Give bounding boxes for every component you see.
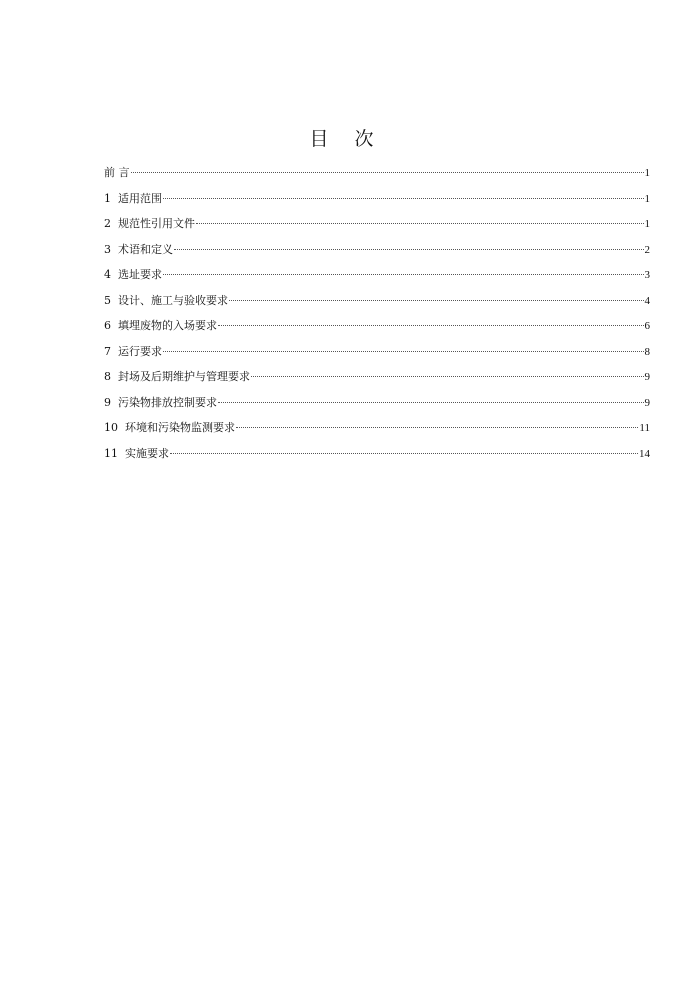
- toc-list: [104, 163, 650, 469]
- toc-entry-label: 设计、施工与验收要求: [118, 293, 228, 307]
- toc-leader-dots: [163, 351, 644, 352]
- toc-entry-page: 3: [644, 269, 650, 281]
- toc-entry[interactable]: [104, 367, 650, 393]
- toc-title: 目 次: [309, 128, 384, 150]
- toc-entry-page: 6: [644, 320, 650, 332]
- toc-leader-dots: [196, 223, 644, 224]
- toc-entry-label: 规范性引用文件: [118, 217, 195, 230]
- toc-leader-dots: [251, 376, 644, 377]
- toc-entry-page: 9: [644, 371, 650, 383]
- toc-entry-number: 8: [104, 370, 118, 383]
- toc-entry[interactable]: [104, 342, 650, 368]
- toc-entry[interactable]: [104, 418, 650, 444]
- toc-leader-dots: [229, 300, 644, 301]
- toc-entry-label: 适用范围: [118, 191, 162, 205]
- toc-entry-number: 3: [104, 242, 118, 256]
- toc-entry-page: 1: [644, 192, 650, 205]
- toc-entry-number: 7: [104, 344, 118, 358]
- toc-entry-page: 1: [644, 167, 650, 179]
- toc-entry[interactable]: [104, 163, 650, 189]
- toc-leader-dots: [163, 198, 644, 199]
- toc-entry-label: 术语和定义: [118, 242, 173, 256]
- toc-entry-label: 污染物排放控制要求: [118, 395, 217, 409]
- toc-entry-page: 1: [644, 218, 650, 230]
- toc-entry-label: 环境和污染物监测要求: [125, 421, 235, 434]
- toc-leader-dots: [218, 402, 644, 403]
- toc-entry-label: 实施要求: [125, 446, 169, 460]
- toc-entry-number: 6: [104, 319, 118, 332]
- toc-leader-dots: [218, 325, 644, 326]
- toc-entry-number: 2: [104, 217, 118, 230]
- toc-entry[interactable]: [104, 316, 650, 342]
- toc-entry[interactable]: [104, 240, 650, 266]
- toc-leader-dots: [174, 249, 644, 250]
- toc-entry-label: 运行要求: [118, 344, 162, 358]
- toc-entry-label: 封场及后期维护与管理要求: [118, 370, 250, 383]
- toc-entry-page: 9: [644, 396, 650, 409]
- toc-entry-label: 选址要求: [118, 268, 162, 281]
- toc-leader-dots: [163, 274, 644, 275]
- toc-leader-dots: [236, 427, 638, 428]
- toc-entry-number: 5: [104, 293, 118, 307]
- toc-entry[interactable]: [104, 214, 650, 240]
- toc-entry[interactable]: [104, 393, 650, 419]
- toc-entry-page: 11: [639, 422, 650, 434]
- toc-entry-number: 4: [104, 268, 118, 281]
- toc-entry[interactable]: [104, 265, 650, 291]
- toc-entry-page: 14: [639, 447, 650, 460]
- toc-entry-page: 2: [644, 243, 650, 256]
- toc-entry[interactable]: [104, 189, 650, 215]
- toc-entry-page: 8: [644, 345, 650, 358]
- toc-entry-label: 前 言: [104, 166, 130, 179]
- toc-entry-label: 填埋废物的入场要求: [118, 319, 217, 332]
- toc-entry[interactable]: [104, 291, 650, 317]
- toc-entry[interactable]: [104, 444, 650, 470]
- toc-leader-dots: [131, 172, 644, 173]
- toc-entry-number: 11: [104, 446, 125, 460]
- toc-entry-page: 4: [644, 294, 650, 307]
- toc-entry-number: 1: [104, 191, 118, 205]
- toc-leader-dots: [170, 453, 638, 454]
- toc-entry-number: 9: [104, 395, 118, 409]
- toc-entry-number: 10: [104, 421, 125, 434]
